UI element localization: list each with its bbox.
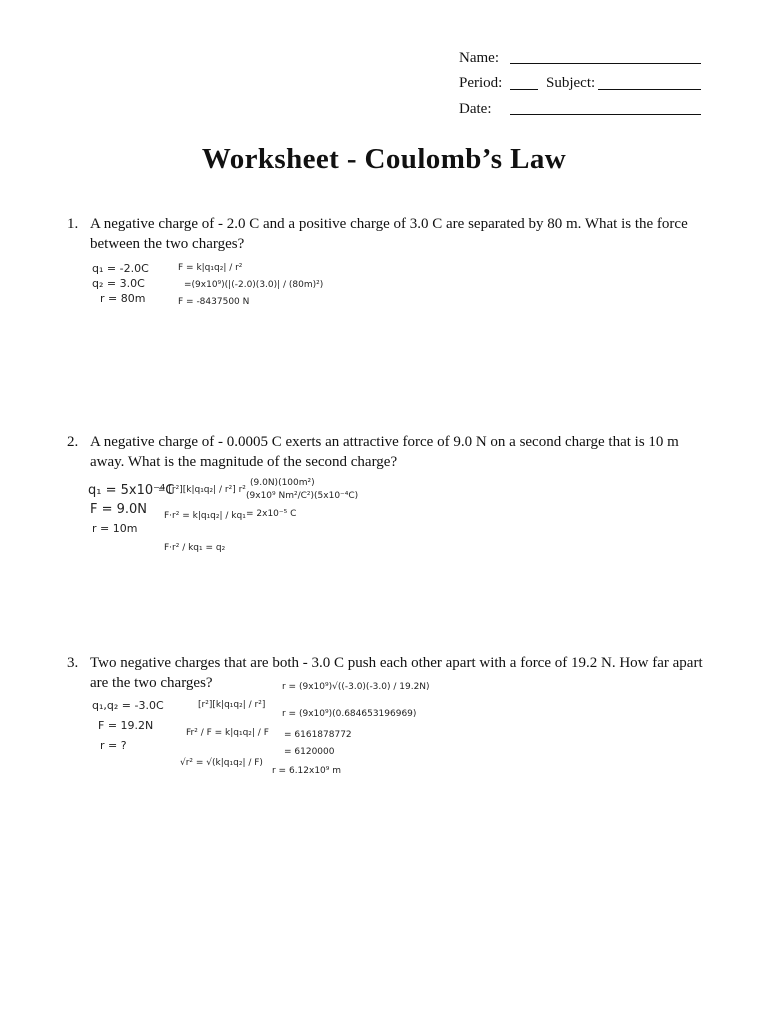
name-label: Name: <box>459 50 499 66</box>
subject-label: Subject: <box>546 75 596 91</box>
page-title: Worksheet - Coulomb’s Law <box>201 143 567 175</box>
substitution-1: r = (9x10⁹)√((-3.0)(-3.0) / 19.2N) <box>282 682 430 692</box>
rearrange: Fr² / F = k|q₁q₂| / F <box>186 728 269 738</box>
rearrange-1: F·r² = k|q₁q₂| / kq₁ <box>164 511 246 521</box>
question-number: 2. <box>67 434 79 450</box>
question-text: A negative charge of - 0.0005 C exerts an attractive force of 9.0 N on a second charge that is 10 m away. What is the magnitude of the second charge? <box>90 434 679 470</box>
question-1 <box>67 215 707 254</box>
answer: F = -8437500 N <box>178 297 250 307</box>
period-label: Period: <box>459 75 503 91</box>
sub-numerator: (9.0N)(100m²) <box>250 478 315 488</box>
given-r: r = 80m <box>100 292 146 305</box>
formula: F = k|q₁q₂| / r² <box>178 263 243 273</box>
date-label: Date: <box>459 101 492 117</box>
given-q1: q₁ = 5x10⁻⁴C <box>88 483 175 498</box>
given-f: F = 19.2N <box>98 719 154 732</box>
substitution: =(9x10⁹)(|(-2.0)(3.0)| / (80m)²) <box>184 280 324 290</box>
name-field-line[interactable] <box>510 63 701 64</box>
sub-denominator: (9x10⁹ Nm²/C²)(5x10⁻⁴C) <box>246 491 359 501</box>
given-q1: q₁ = -2.0C <box>92 262 149 275</box>
square-root-step: √r² = √(k|q₁q₂| / F) <box>180 758 263 768</box>
answer: r = 6.12x10⁹ m <box>272 766 342 776</box>
given-f: F = 9.0N <box>90 502 148 517</box>
given-q: q₁,q₂ = -3.0C <box>92 699 164 712</box>
date-field-line[interactable] <box>510 114 701 115</box>
formula: = [r²][k|q₁q₂| / r²] r² <box>158 485 246 495</box>
value-1: = 6161878772 <box>284 730 352 740</box>
subject-field-line[interactable] <box>598 89 701 90</box>
period-field-line[interactable] <box>510 89 538 90</box>
given-r: r = 10m <box>92 522 138 535</box>
given-q2: q₂ = 3.0C <box>92 277 145 290</box>
question-number: 1. <box>67 216 79 232</box>
question-2 <box>67 433 707 472</box>
formula: [r²][k|q₁q₂| / r²] <box>198 700 266 710</box>
given-r: r = ? <box>100 739 127 752</box>
question-text: A negative charge of - 2.0 C and a positive charge of 3.0 C are separated by 80 m. What is the force between the two charges? <box>90 216 688 252</box>
rearrange-2: F·r² / kq₁ = q₂ <box>164 543 226 553</box>
question-number: 3. <box>67 655 79 671</box>
question-text: Two negative charges that are both - 3.0 C push each other apart with a force of 19.2 N. How far apart are the two charges? <box>90 655 703 691</box>
value-2: = 6120000 <box>284 747 335 757</box>
answer: = 2x10⁻⁵ C <box>246 509 297 519</box>
substitution-2: r = (9x10⁹)(0.684653196969) <box>282 709 417 719</box>
